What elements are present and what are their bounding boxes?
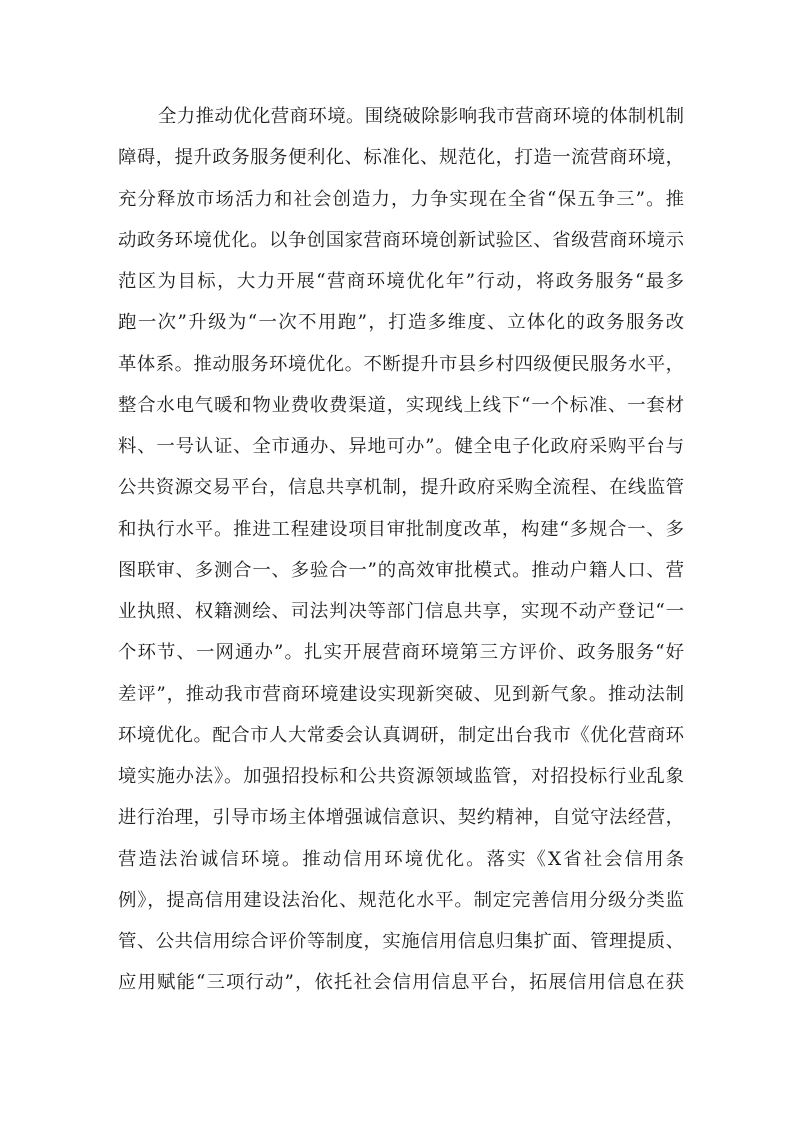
text-line: 和执行水平。推进工程建设项目审批制度改革，构建“多规合一、多 bbox=[118, 518, 684, 540]
text-line: 营造法治诚信环境。推动信用环境优化。落实《X省社会信用条 bbox=[118, 848, 684, 870]
text-line: 例》，提高信用建设法治化、规范化水平。制定完善信用分级分类监 bbox=[118, 889, 684, 911]
text-line: 跑一次”升级为“一次不用跑”，打造多维度、立体化的政务服务改 bbox=[118, 312, 684, 334]
body-paragraph bbox=[118, 96, 684, 1004]
text-line: 革体系。推动服务环境优化。不断提升市县乡村四级便民服务水平， bbox=[118, 353, 684, 375]
text-line: 整合水电气暖和物业费收费渠道，实现线上线下“一个标准、一套材 bbox=[118, 394, 684, 416]
text-line: 业执照、权籍测绘、司法判决等部门信息共享，实现不动产登记“一 bbox=[118, 601, 684, 622]
text-line: 充分释放市场活力和社会创造力，力争实现在全省“保五争三”。推 bbox=[118, 188, 684, 210]
text-line: 范区为目标，大力开展“营商环境优化年”行动，将政务服务“最多 bbox=[118, 271, 684, 292]
text-line: 动政务环境优化。以争创国家营商环境创新试验区、省级营商环境示 bbox=[118, 229, 684, 251]
text-line: 料、一号认证、全市通办、异地可办”。健全电子化政府采购平台与 bbox=[118, 436, 684, 457]
text-line: 公共资源交易平台，信息共享机制，提升政府采购全流程、在线监管 bbox=[118, 477, 684, 499]
text-line: 全力推动优化营商环境。围绕破除影响我市营商环境的体制机制 bbox=[158, 106, 684, 127]
text-line: 障碍，提升政务服务便利化、标准化、规范化，打造一流营商环境， bbox=[118, 147, 684, 169]
text-line: 境实施办法》。加强招投标和公共资源领域监管，对招投标行业乱象 bbox=[118, 766, 684, 787]
text-line: 环境优化。配合市人大常委会认真调研，制定出台我市《优化营商环 bbox=[118, 724, 684, 746]
text-line: 差评”，推动我市营商环境建设实现新突破、见到新气象。推动法制 bbox=[118, 683, 684, 705]
text-line: 个环节、一网通办”。扎实开展营商环境第三方评价、政务服务“好 bbox=[118, 642, 684, 664]
text-line: 应用赋能“三项行动”，依托社会信用信息平台，拓展信用信息在获 bbox=[118, 972, 684, 994]
text-line: 管、公共信用综合评价等制度，实施信用信息归集扩面、管理提质、 bbox=[118, 931, 684, 952]
text-line: 图联审、多测合一、多验合一”的高效审批模式。推动户籍人口、营 bbox=[118, 559, 684, 581]
text-line: 进行治理，引导市场主体增强诚信意识、契约精神，自觉守法经营， bbox=[118, 807, 684, 829]
